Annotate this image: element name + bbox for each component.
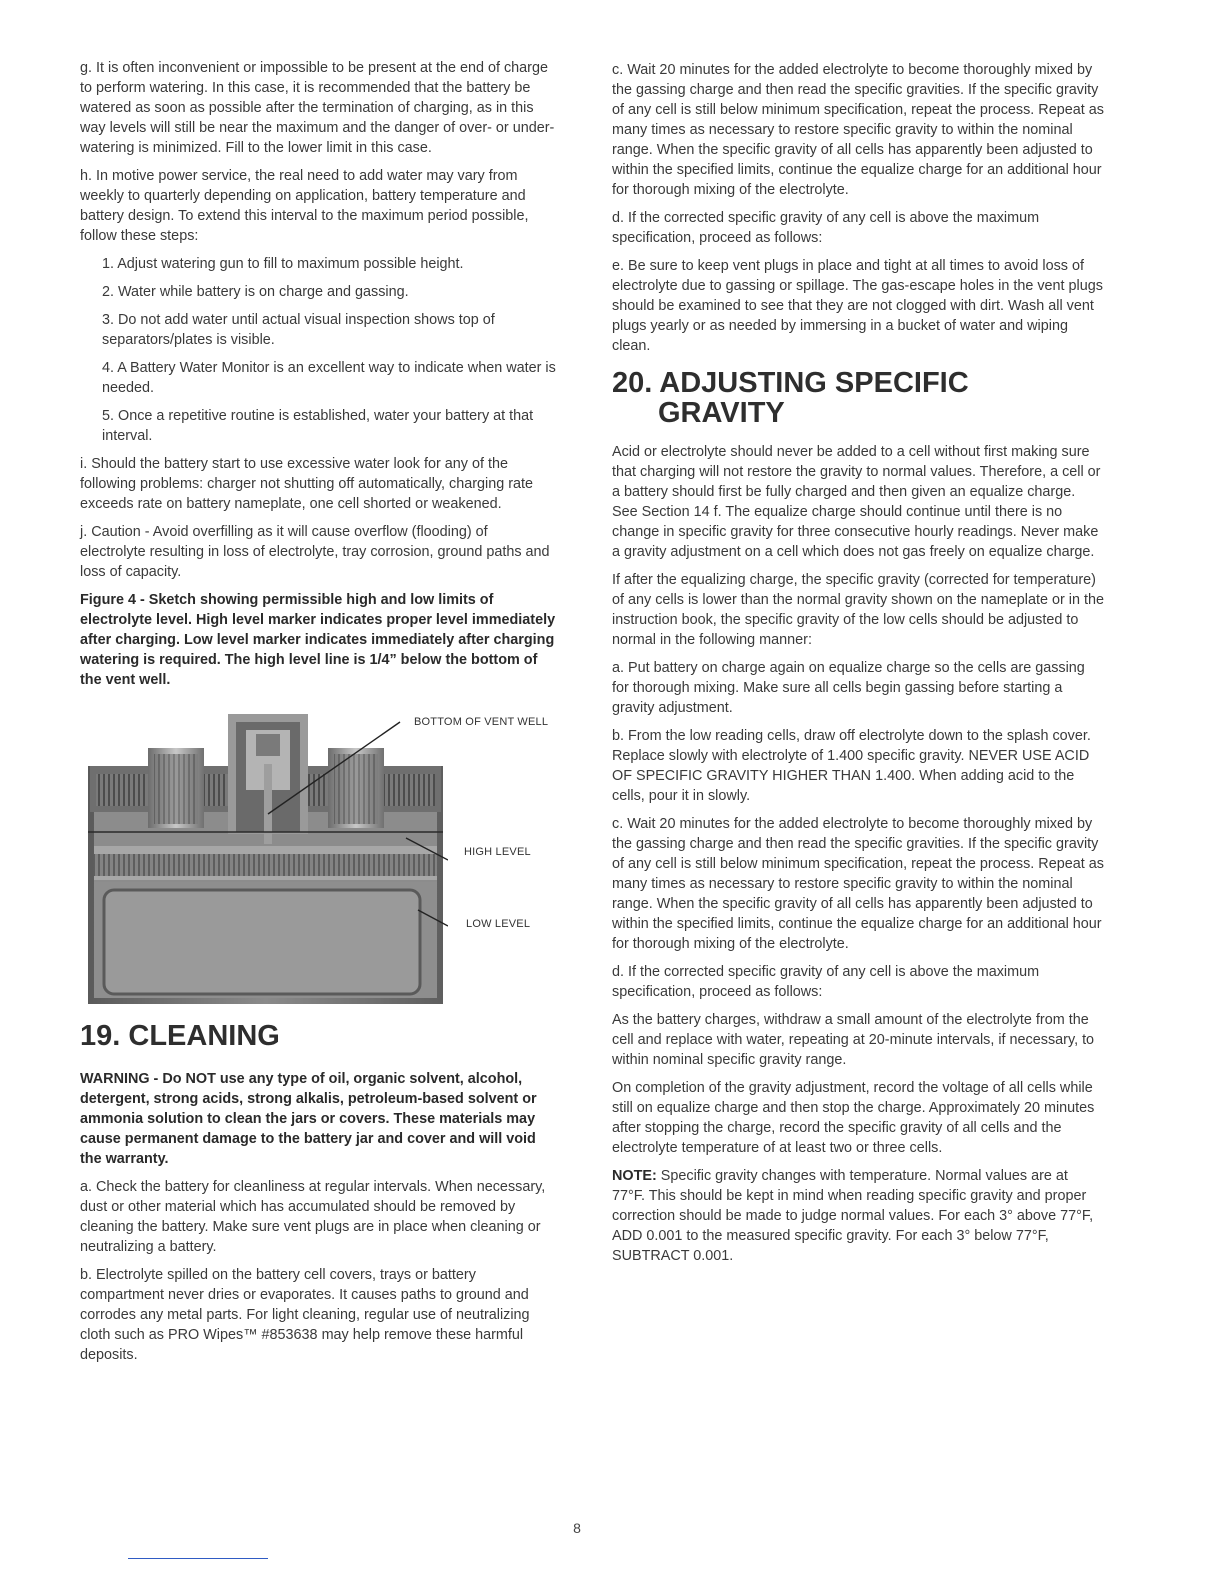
step-5: 5. Once a repetitive routine is established, water your battery at that interval.	[102, 408, 534, 444]
gravity-para-2: If after the equalizing charge, the specific gravity (corrected for temperature) of any cells is lower than the normal gravity shown on the nameplate or in the instruction book, the specific gravity of the low cells should be adjusted to normal in the following manner:	[612, 572, 1104, 648]
para-h: h. In motive power service, the real need to add water may vary from weekly to quarterly depending on application, battery temperature and battery design. To extend this interval to the maximum period possible, follow these steps:	[80, 168, 529, 244]
note-label: NOTE:	[612, 1168, 657, 1184]
para-j: j. Caution - Avoid overfilling as it will cause overflow (flooding) of electrolyte resulting in loss of electrolyte, tray corrosion, ground paths and loss of capacity.	[80, 524, 550, 580]
page-number: 8	[573, 1520, 581, 1536]
step-3: 3. Do not add water until actual visual inspection shows top of separators/plates is visible.	[102, 312, 495, 348]
heading20-line2: GRAVITY	[658, 397, 785, 429]
cleaning-warning: WARNING - Do NOT use any type of oil, organic solvent, alcohol, detergent, strong acids, strong alkalis, petroleum-based solvent or ammonia solution to clean the jars or covers. These materials may cause permanent damage to the battery jar and cover and will void the warranty.	[80, 1071, 537, 1167]
step-1: 1. Adjust watering gun to fill to maximum possible height.	[102, 256, 464, 272]
gravity-note	[612, 1166, 1104, 1266]
step-2: 2. Water while battery is on charge and gassing.	[102, 284, 409, 300]
battery-cell-sketch	[88, 714, 448, 1006]
gravity-para-4: On completion of the gravity adjustment, record the voltage of all cells while still on equalize charge and then stop the charge. Approximately 20 minutes after stopping the charge, record the specific gravity of all cells and the electrolyte temperature of at least two or three cells.	[612, 1080, 1095, 1156]
heading-adjusting-gravity	[612, 368, 1104, 428]
heading20-line1: 20. ADJUSTING SPECIFIC	[612, 367, 969, 399]
gravity-para-3: As the battery charges, withdraw a small amount of the electrolyte from the cell and replace with water, repeating at 20-minute intervals, if necessary, to within nominal specific gravity range.	[612, 1012, 1095, 1068]
label-bottom-of-vent-well: BOTTOM OF VENT WELL	[414, 716, 549, 728]
para-g: g. It is often inconvenient or impossible to be present at the end of charge to perform watering. In this case, it is recommended that the battery be watered as soon as possible after the termination of charging, as in this way levels will still be near the maximum and the danger of over- or under-watering is minimized. Fill to the lower limit in this case.	[80, 60, 555, 156]
cleaning-para-e: e. Be sure to keep vent plugs in place and tight at all times to avoid loss of electrolyte due to gassing or spillage. The gas-escape holes in the vent plugs should be examined to see that they are not clogged with dirt. Wash all vent plugs yearly or as needed by immersing in a bucket of water and wiping clean.	[612, 258, 1103, 354]
cleaning-para-a: a. Check the battery for cleanliness at regular intervals. When necessary, dust or other material which has accumulated should be removed by cleaning the battery. Make sure vent plugs are in place when cleaning or neutralizing a battery.	[80, 1179, 546, 1255]
left-column	[80, 58, 556, 1373]
para-i: i. Should the battery start to use excessive water look for any of the following problems: charger not shutting off automatically, charging rate exceeds rate on battery nameplate, one cell shorted or weakened.	[80, 456, 534, 512]
gravity-para-1: Acid or electrolyte should never be added to a cell without first making sure that charging will not restore the gravity to normal values. Therefore, a cell or a battery should first be fully charged and then given an equalize charge. See Section 14 f. The equalize charge should continue until there is no change in specific gravity for three consecutive hourly readings. Never make a gravity adjustment on a cell which does not gas freely on equalize charge.	[612, 444, 1101, 560]
note-text: Specific gravity changes with temperature. Normal values are at 77°F. This should be kept in mind when reading specific gravity and proper correction should be made to judge normal values. For each 3° above 77°F, ADD 0.001 to the measured specific gravity. For each 3° below 77°F, SUBTRACT 0.001.	[612, 1168, 1094, 1264]
label-low-level: LOW LEVEL	[466, 918, 531, 930]
cleaning-para-b: b. Electrolyte spilled on the battery cell covers, trays or battery compartment never dries or evaporates. It causes paths to ground and corrodes any metal parts. For light cleaning, regular use of neutralizing cloth such as PRO Wipes™ #853638 may help remove these harmful deposits.	[80, 1267, 530, 1363]
gravity-para-d: d. If the corrected specific gravity of any cell is above the maximum specification, proceed as follows:	[612, 964, 1040, 1000]
gravity-para-a: a. Put battery on charge again on equalize charge so the cells are gassing for thorough mixing. Make sure all cells begin gassing before starting a gravity adjustment.	[612, 660, 1085, 716]
figure-caption: Figure 4 - Sketch showing permissible high and low limits of electrolyte level. High level marker indicates proper level immediately after charging. Low level marker indicates immediately after charging watering is required. The high level line is 1/4” below the bottom of the vent well.	[80, 592, 556, 688]
battery-level-figure	[80, 706, 556, 1006]
gravity-para-b: b. From the low reading cells, draw off electrolyte down to the splash cover. Replace slowly with electrolyte of 1.400 specific gravity. NEVER USE ACID OF SPECIFIC GRAVITY HIGHER THAN 1.400. When adding acid to the cells, pour it in slowly.	[612, 728, 1091, 804]
cleaning-para-c: c. Wait 20 minutes for the added electrolyte to become thoroughly mixed by the gassing charge and then read the specific gravities. If the specific gravity of any cell is still below minimum specification, repeat the process. Repeat as many times as necessary to restore specific gravity to within the nominal range. When the specific gravity of all cells has apparently been adjusted to within the specified limits, continue the equalize charge for an additional hour for thorough mixing of the electrolyte.	[612, 62, 1104, 198]
label-high-level: HIGH LEVEL	[464, 846, 531, 858]
right-column	[612, 60, 1104, 1274]
footer-rule	[128, 1558, 268, 1559]
heading-cleaning: 19. CLEANING	[80, 1020, 280, 1052]
cleaning-para-d: d. If the corrected specific gravity of any cell is above the maximum specification, proceed as follows:	[612, 210, 1040, 246]
step-4: 4. A Battery Water Monitor is an excellent way to indicate when water is needed.	[102, 360, 556, 396]
gravity-para-c: c. Wait 20 minutes for the added electrolyte to become thoroughly mixed by the gassing charge and then read the specific gravities. If the specific gravity of any cell is still below minimum specification, repeat the process. Repeat as many times as necessary to restore specific gravity to within the nominal range. When the specific gravity of all cells has apparently been adjusted to within the specified limits, continue the equalize charge for an additional hour for thorough mixing of the electrolyte.	[612, 816, 1104, 952]
